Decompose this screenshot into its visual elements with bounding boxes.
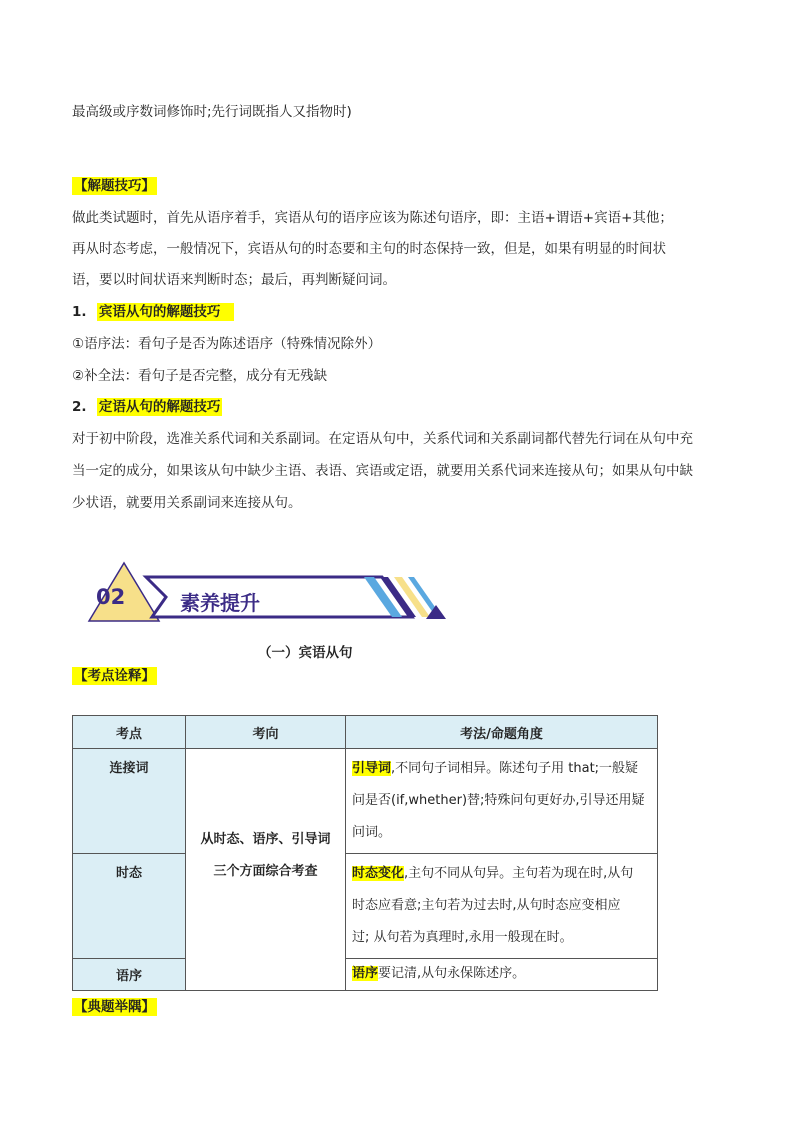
example-heading-label: 【典题举隅】	[74, 999, 155, 1015]
item1-point-2: ②补全法：看句子是否完整，成分有无残缺	[72, 368, 328, 384]
item2-title: 定语从句的解题技巧	[98, 399, 221, 415]
table-header-row	[73, 716, 658, 749]
table-row	[73, 749, 658, 854]
direction-line-2: 三个方面综合考查	[213, 863, 318, 879]
tips-paragraph-line-3: 语，要以时间状语来判断时态；最后，再判断疑问词。	[72, 272, 396, 288]
table-direction-cell	[186, 749, 346, 991]
row-text-line-1: 要记清,从句永保陈述序。	[378, 966, 526, 981]
row-point-text: 时态	[115, 866, 142, 881]
row-text-line-1: ,不同句子词相异。陈述句子用 that;一般疑	[391, 761, 639, 776]
tips-heading	[72, 177, 157, 195]
section-banner	[84, 561, 454, 627]
table-header-direction: 考向	[186, 716, 346, 749]
tips-heading-label: 【解题技巧】	[74, 178, 155, 194]
example-heading	[72, 998, 157, 1016]
table-row	[73, 959, 658, 991]
direction-line-1: 从时态、语序、引导词	[200, 831, 331, 847]
table-row-method	[346, 749, 658, 854]
explain-heading	[72, 667, 157, 685]
row-text-line-2: 时态应看意;主句若为过去时,从句时态应变相应	[352, 898, 621, 913]
explain-heading-label: 【考点诠释】	[74, 668, 155, 684]
item1-title: 宾语从句的解题技巧	[97, 303, 235, 321]
key-points-table	[72, 715, 658, 991]
row-text-line-2: 问是否(if,whether)替;特殊问句更好办,引导还用疑	[352, 793, 645, 808]
item2-heading	[72, 398, 222, 416]
item1-point-1: ①语序法：看句子是否为陈述语序（特殊情况除外）	[72, 336, 382, 352]
item1-heading	[72, 303, 234, 321]
row-text-line-1: ,主句不同从句异。主句若为现在时,从句	[404, 866, 634, 881]
table-row	[73, 854, 658, 959]
row-text-line-3: 过; 从句若为真理时,永用一般现在时。	[352, 930, 573, 945]
item2-paragraph-line-2: 当一定的成分，如果该从句中缺少主语、表语、宾语或定语，就要用关系代词来连接从句；如果从句中缺	[72, 463, 693, 479]
table-row-point: 语序	[73, 959, 186, 991]
tips-paragraph-line-1: 做此类试题时，首先从语序着手，宾语从句的语序应该为陈述句语序，即：主语+谓语+宾语+其他；	[72, 210, 673, 226]
table-header-point: 考点	[73, 716, 186, 749]
tips-paragraph-line-2: 再从时态考虑，一般情况下，宾语从句的时态要和主句的时态保持一致，但是，如果有明显的时间状	[72, 241, 666, 257]
row-point-text: 连接词	[109, 761, 149, 776]
row-keyword: 语序	[352, 966, 379, 981]
section-title: （一）宾语从句	[258, 645, 353, 661]
table-header-method: 考法/命题角度	[346, 716, 658, 749]
banner-graphic	[84, 561, 454, 627]
row-keyword: 时态变化	[352, 866, 405, 881]
banner-title: 素养提升	[180, 591, 260, 615]
intro-line: 最高级或序数词修饰时;先行词既指人又指物时)	[72, 104, 352, 120]
item2-paragraph-line-3: 少状语，就要用关系副词来连接从句。	[72, 495, 302, 511]
table-row-point	[73, 749, 186, 854]
item2-number: 2.	[72, 399, 87, 415]
item1-number: 1.	[72, 304, 87, 320]
row-keyword: 引导词	[352, 761, 392, 776]
banner-number: 02	[96, 585, 126, 609]
row-text-line-3: 问词。	[352, 825, 392, 840]
table-row-method	[346, 959, 658, 991]
table-row-point	[73, 854, 186, 959]
table-row-method	[346, 854, 658, 959]
item2-paragraph-line-1: 对于初中阶段，选准关系代词和关系副词。在定语从句中，关系代词和关系副词都代替先行词在从句中充	[72, 431, 693, 447]
